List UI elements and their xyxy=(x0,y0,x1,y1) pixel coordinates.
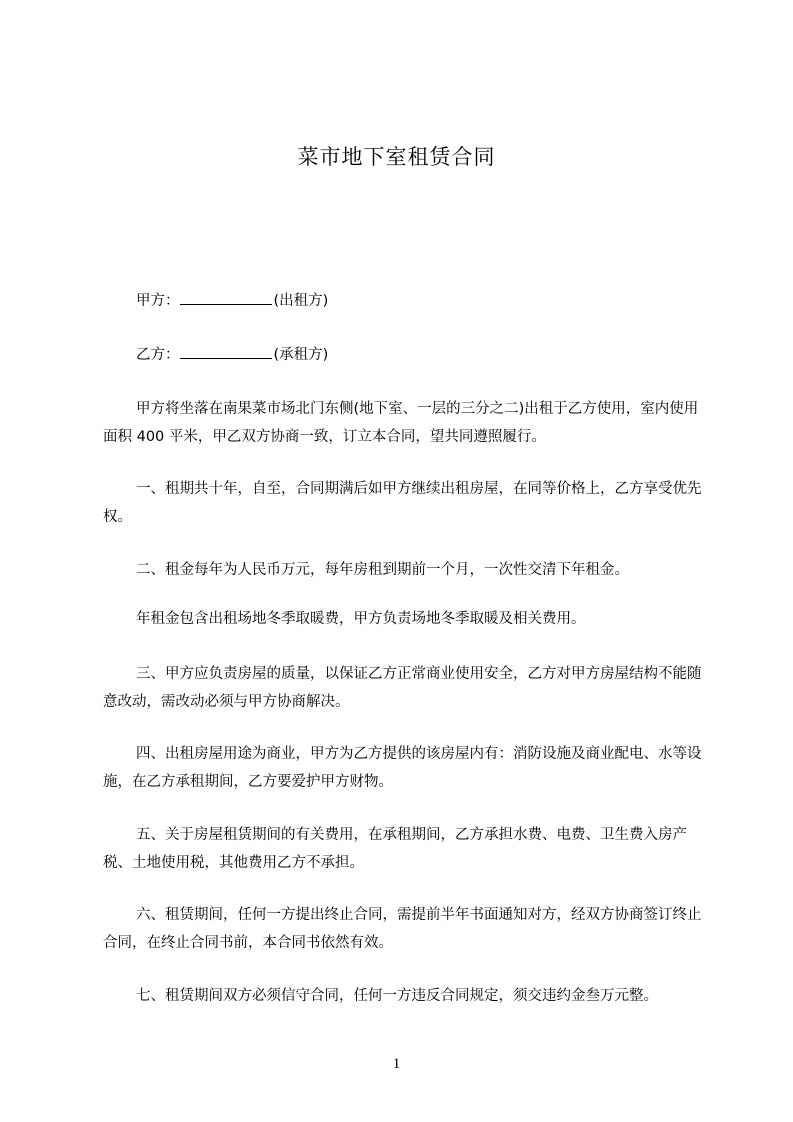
page-title: 菜市地下室租赁合同 xyxy=(297,145,496,169)
clause-6: 六、租赁期间，任何一方提出终止合同，需提前半年书面通知对方，经双方协商签订终止合同，在终止合同书前，本合同书依然有效。 xyxy=(103,907,702,951)
intro-paragraph: 甲方将坐落在南果菜市场北门东侧(地下室、一层的三分之二)出租于乙方使用，室内使用面积 400 平米，甲乙双方协商一致，订立本合同，望共同遵照履行。 xyxy=(103,401,699,445)
party-b-role: (承租方) xyxy=(273,347,329,363)
clause-5: 五、关于房屋租赁期间的有关费用，在承租期间，乙方承担水费、电费、卫生费入房产税、土地使用税，其他费用乙方不承担。 xyxy=(103,827,687,871)
clause-2-note: 年租金包含出租场地冬季取暖费，甲方负责场地冬季取暖及相关费用。 xyxy=(136,611,586,627)
clause-1: 一、租期共十年，自至，合同期满后如甲方继续出租房屋，在同等价格上，乙方享受优先权。 xyxy=(103,481,702,525)
party-b-blank xyxy=(180,342,272,359)
party-a-blank xyxy=(180,288,272,305)
clause-2: 二、租金每年为人民币万元，每年房租到期前一个月，一次性交清下年租金。 xyxy=(136,562,629,578)
clause-7: 七、租赁期间双方必须信守合同，任何一方违反合同规定，须交违约金叁万元整。 xyxy=(136,988,658,1004)
party-b-line xyxy=(136,341,696,369)
party-b-label: 乙方： xyxy=(136,347,180,363)
party-a-role: (出租方) xyxy=(273,293,329,309)
party-a-line xyxy=(136,287,696,315)
page-number: 1 xyxy=(392,1056,401,1072)
clause-4: 四、出租房屋用途为商业，甲方为乙方提供的该房屋内有：消防设施及商业配电、水等设施，在乙方承租期间，乙方要爱护甲方财物。 xyxy=(103,746,702,790)
party-a-label: 甲方： xyxy=(136,293,180,309)
clause-3: 三、甲方应负责房屋的质量，以保证乙方正常商业使用安全，乙方对甲方房屋结构不能随意改动，需改动必须与甲方协商解决。 xyxy=(103,666,702,710)
